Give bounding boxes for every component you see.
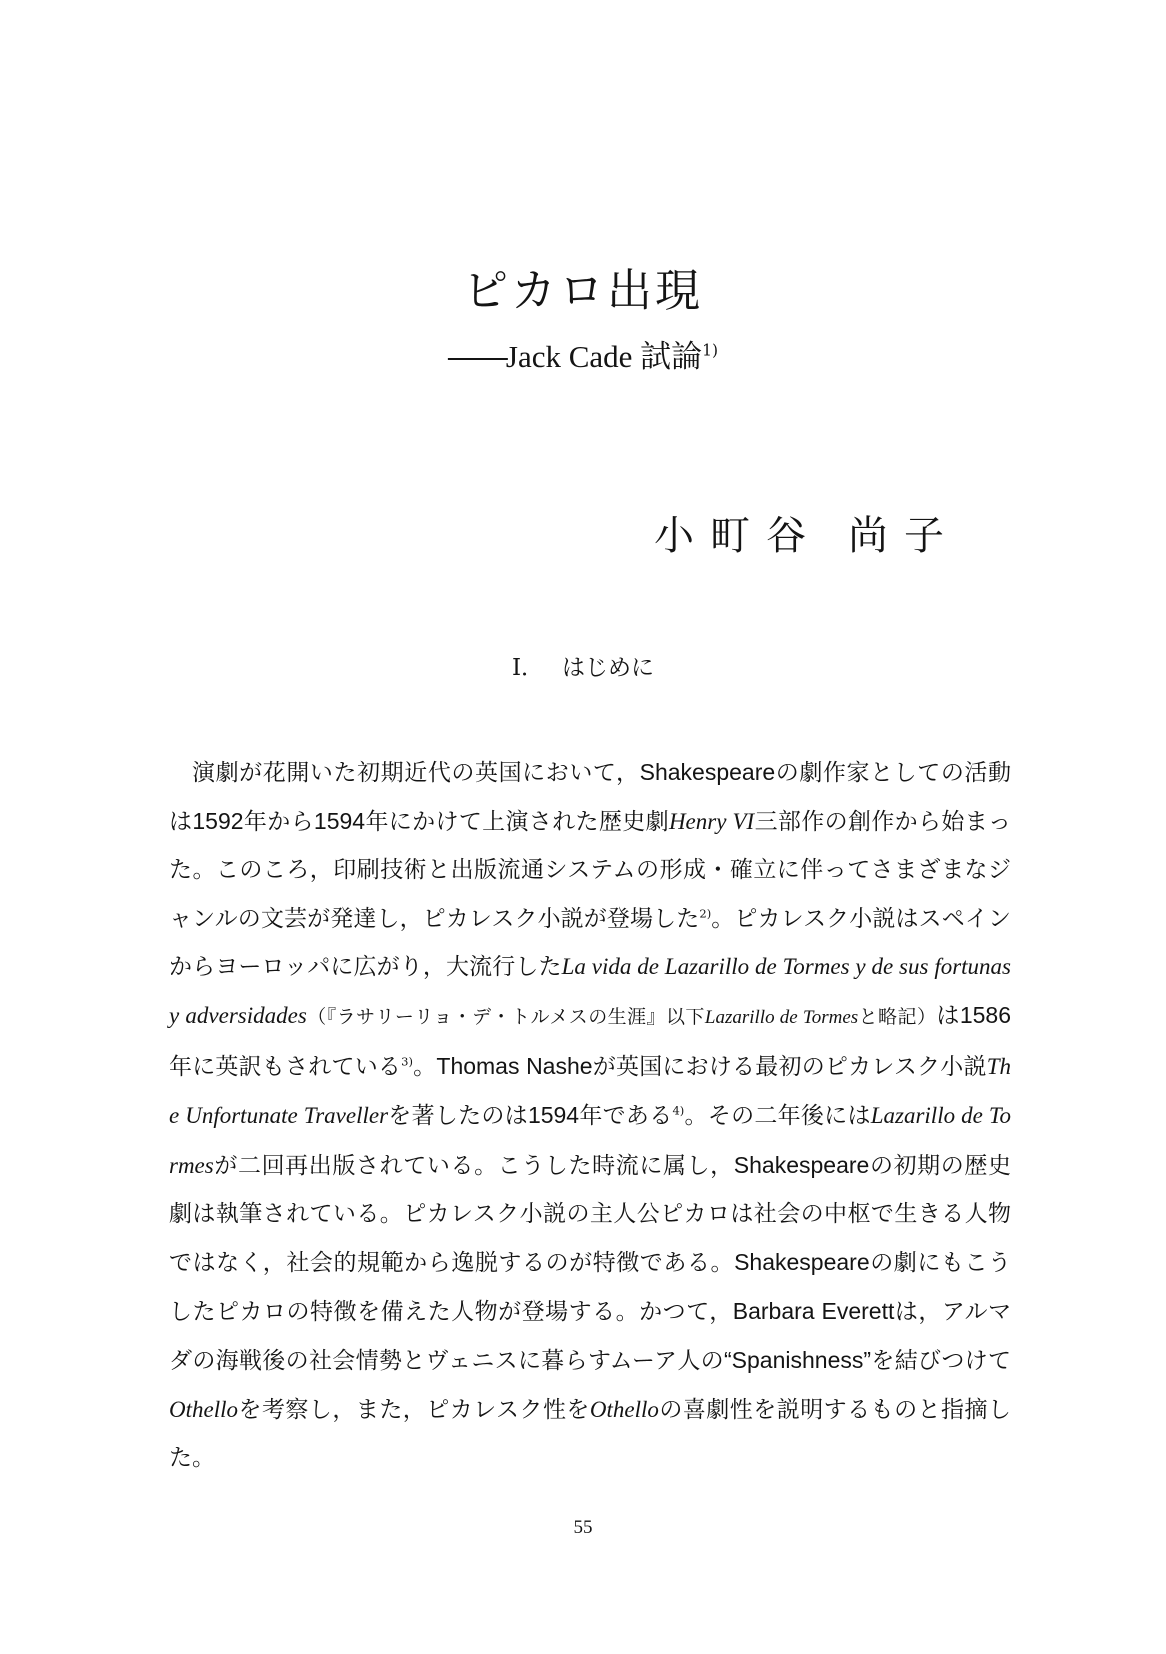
body-year: 1594	[313, 808, 366, 835]
footnote-marker-4: 4)	[672, 1103, 685, 1118]
body-text: （『ラサリーリョ・デ・トルメスの生涯』以下	[306, 1006, 705, 1029]
body-year: 1594	[527, 1102, 580, 1129]
body-text: の喜劇性を説明するものと指摘した。	[169, 1396, 1011, 1471]
body-text: Shakespeare	[639, 759, 776, 785]
body-year: 1592	[192, 808, 244, 835]
body-text: は	[936, 1003, 960, 1030]
body-paragraph	[169, 748, 1011, 1482]
body-text: 。その二年後には	[684, 1103, 871, 1130]
work-title: Lazarillo de Tormes	[704, 1007, 859, 1029]
person-name: Shakespeare	[734, 1249, 870, 1276]
body-text: の劇作家としての活動は	[169, 760, 1012, 836]
author-name	[0, 512, 960, 560]
author-given-name: 尚子	[848, 513, 960, 559]
body-text: 三部作の創作から始まった。このころ，印刷技術と出版流通システムの形成・確立に伴ってさまざまなジャンルの文芸が発達し，ピカレスク小説が登場した	[169, 809, 1012, 932]
section-number: I．	[511, 655, 545, 681]
body-year: 1586	[959, 1002, 1012, 1029]
work-title: Othello	[589, 1396, 659, 1422]
subtitle-text: Jack Cade 試論	[505, 339, 703, 374]
body-text: と略記）	[858, 1006, 937, 1029]
section-heading	[0, 655, 1166, 683]
work-title: Othello	[169, 1396, 238, 1422]
body-text: 年にかけて上演された歴史劇	[365, 809, 669, 836]
article-title: ピカロ出現	[462, 264, 703, 317]
body-text: 年から	[243, 809, 314, 836]
author-family-name: 小町谷	[654, 513, 822, 559]
body-text: 年である	[579, 1103, 673, 1130]
article-subtitle	[0, 338, 1166, 376]
body-text: の劇にもこうしたピカロの特徴を備えた人物が登場する。かつて，	[169, 1250, 1012, 1326]
body-text: を結びつけて	[871, 1348, 1012, 1375]
body-text: が二回再出版されている。こうした時流に属し，	[213, 1152, 734, 1179]
footnote-marker-1: 1)	[702, 341, 719, 360]
footnote-marker-2: 2)	[699, 905, 712, 920]
body-text: 。	[412, 1054, 437, 1081]
footnote-marker-3: 3)	[401, 1054, 413, 1069]
body-text: を考察し，また，ピカレスク性を	[238, 1396, 590, 1423]
work-title: Henry VI	[668, 809, 755, 835]
body-text: は，アルマダの海戦後の社会情勢とヴェニスに暮らすムーア人の	[169, 1299, 1011, 1375]
person-name: Barbara Everett	[732, 1298, 895, 1325]
body-text: が英国における最初のピカレスク小説	[592, 1054, 987, 1081]
page-number: 55	[573, 1517, 593, 1538]
work-title: Lazarillo de Tormes	[169, 1103, 1012, 1178]
person-name: Thomas Nashe	[436, 1053, 593, 1080]
person-name: Shakespeare	[733, 1151, 870, 1178]
section-title: はじめに	[562, 655, 655, 681]
quoted-term: “Spanishness”	[724, 1347, 872, 1374]
body-text: 年に英訳もされている	[169, 1054, 402, 1081]
body-text: の初期の歴史劇は執筆されている。ピカレスク小説の主人公ピカロは社会の中枢で生きる人物ではなく，社会的規範から逸脱するのが特徴である。	[169, 1152, 1012, 1277]
work-title: La vida de Lazarillo de Tormes y de sus fortunas y adversidades	[169, 953, 1011, 1029]
body-text: 演劇が花開いた初期近代の英国において，	[192, 760, 640, 786]
subtitle-dash: ――	[447, 339, 506, 375]
work-title: The Unfortunate Traveller	[169, 1054, 1012, 1129]
body-text: を著したのは	[388, 1103, 528, 1130]
body-text: 。ピカレスク小説はスペインからヨーロッパに広がり，大流行した	[169, 905, 1011, 980]
